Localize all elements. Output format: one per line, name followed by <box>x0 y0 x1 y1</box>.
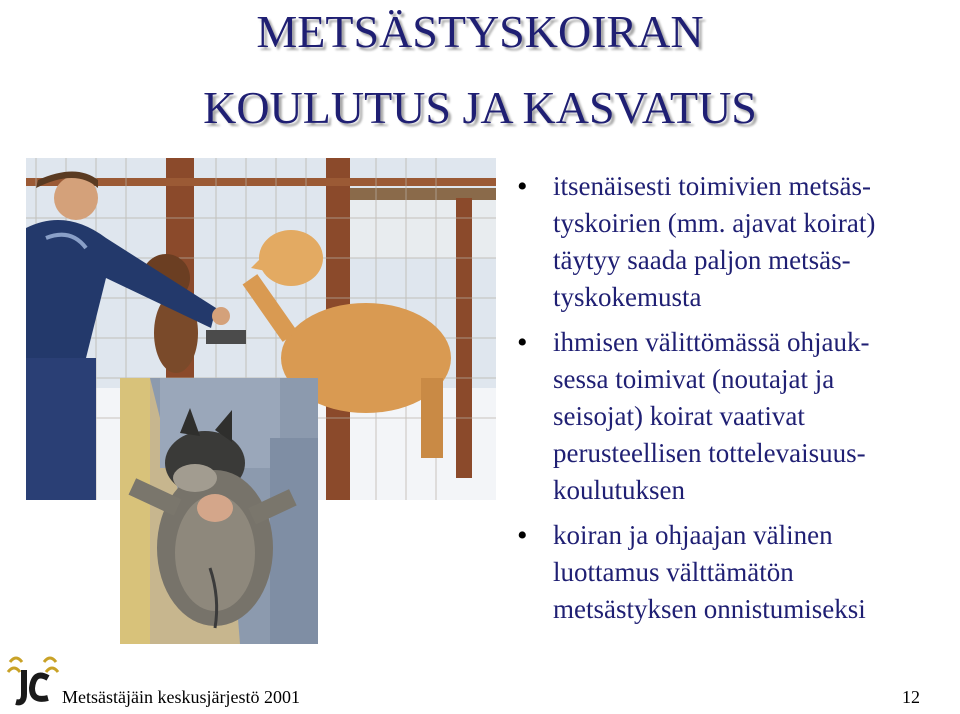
elkhound-hug-photo <box>120 378 318 644</box>
bullet-item <box>515 324 955 509</box>
slide-title <box>0 0 960 136</box>
bullet-item <box>515 168 955 316</box>
bullet-text: ihmisen välittömässä ohjauk- sessa toimivat (noutajat ja seisojat) koirat vaativat perusteellisen tottelevaisuus- koulutuksen <box>553 327 870 505</box>
elkhound-hug-image <box>120 378 318 644</box>
bullet-item <box>515 517 955 628</box>
hunting-organization-logo-icon <box>2 650 64 712</box>
bullet-text: koiran ja ohjaajan välinen luottamus välttämätön metsästyksen onnistumiseksi <box>553 520 866 624</box>
footer-organization: Metsästäjäin keskusjärjestö 2001 <box>62 687 300 707</box>
title-line-2: KOULUTUS JA KASVATUS <box>203 82 757 133</box>
bullet-list <box>515 168 955 636</box>
slide-footer <box>0 668 960 714</box>
title-line-1: METSÄSTYSKOIRAN <box>256 6 704 57</box>
page-number: 12 <box>902 687 920 707</box>
bullet-text: itsenäisesti toimivien metsäs- tyskoirien (mm. ajavat koirat) täytyy saada paljon metsäs- tyskokemusta <box>553 171 876 312</box>
